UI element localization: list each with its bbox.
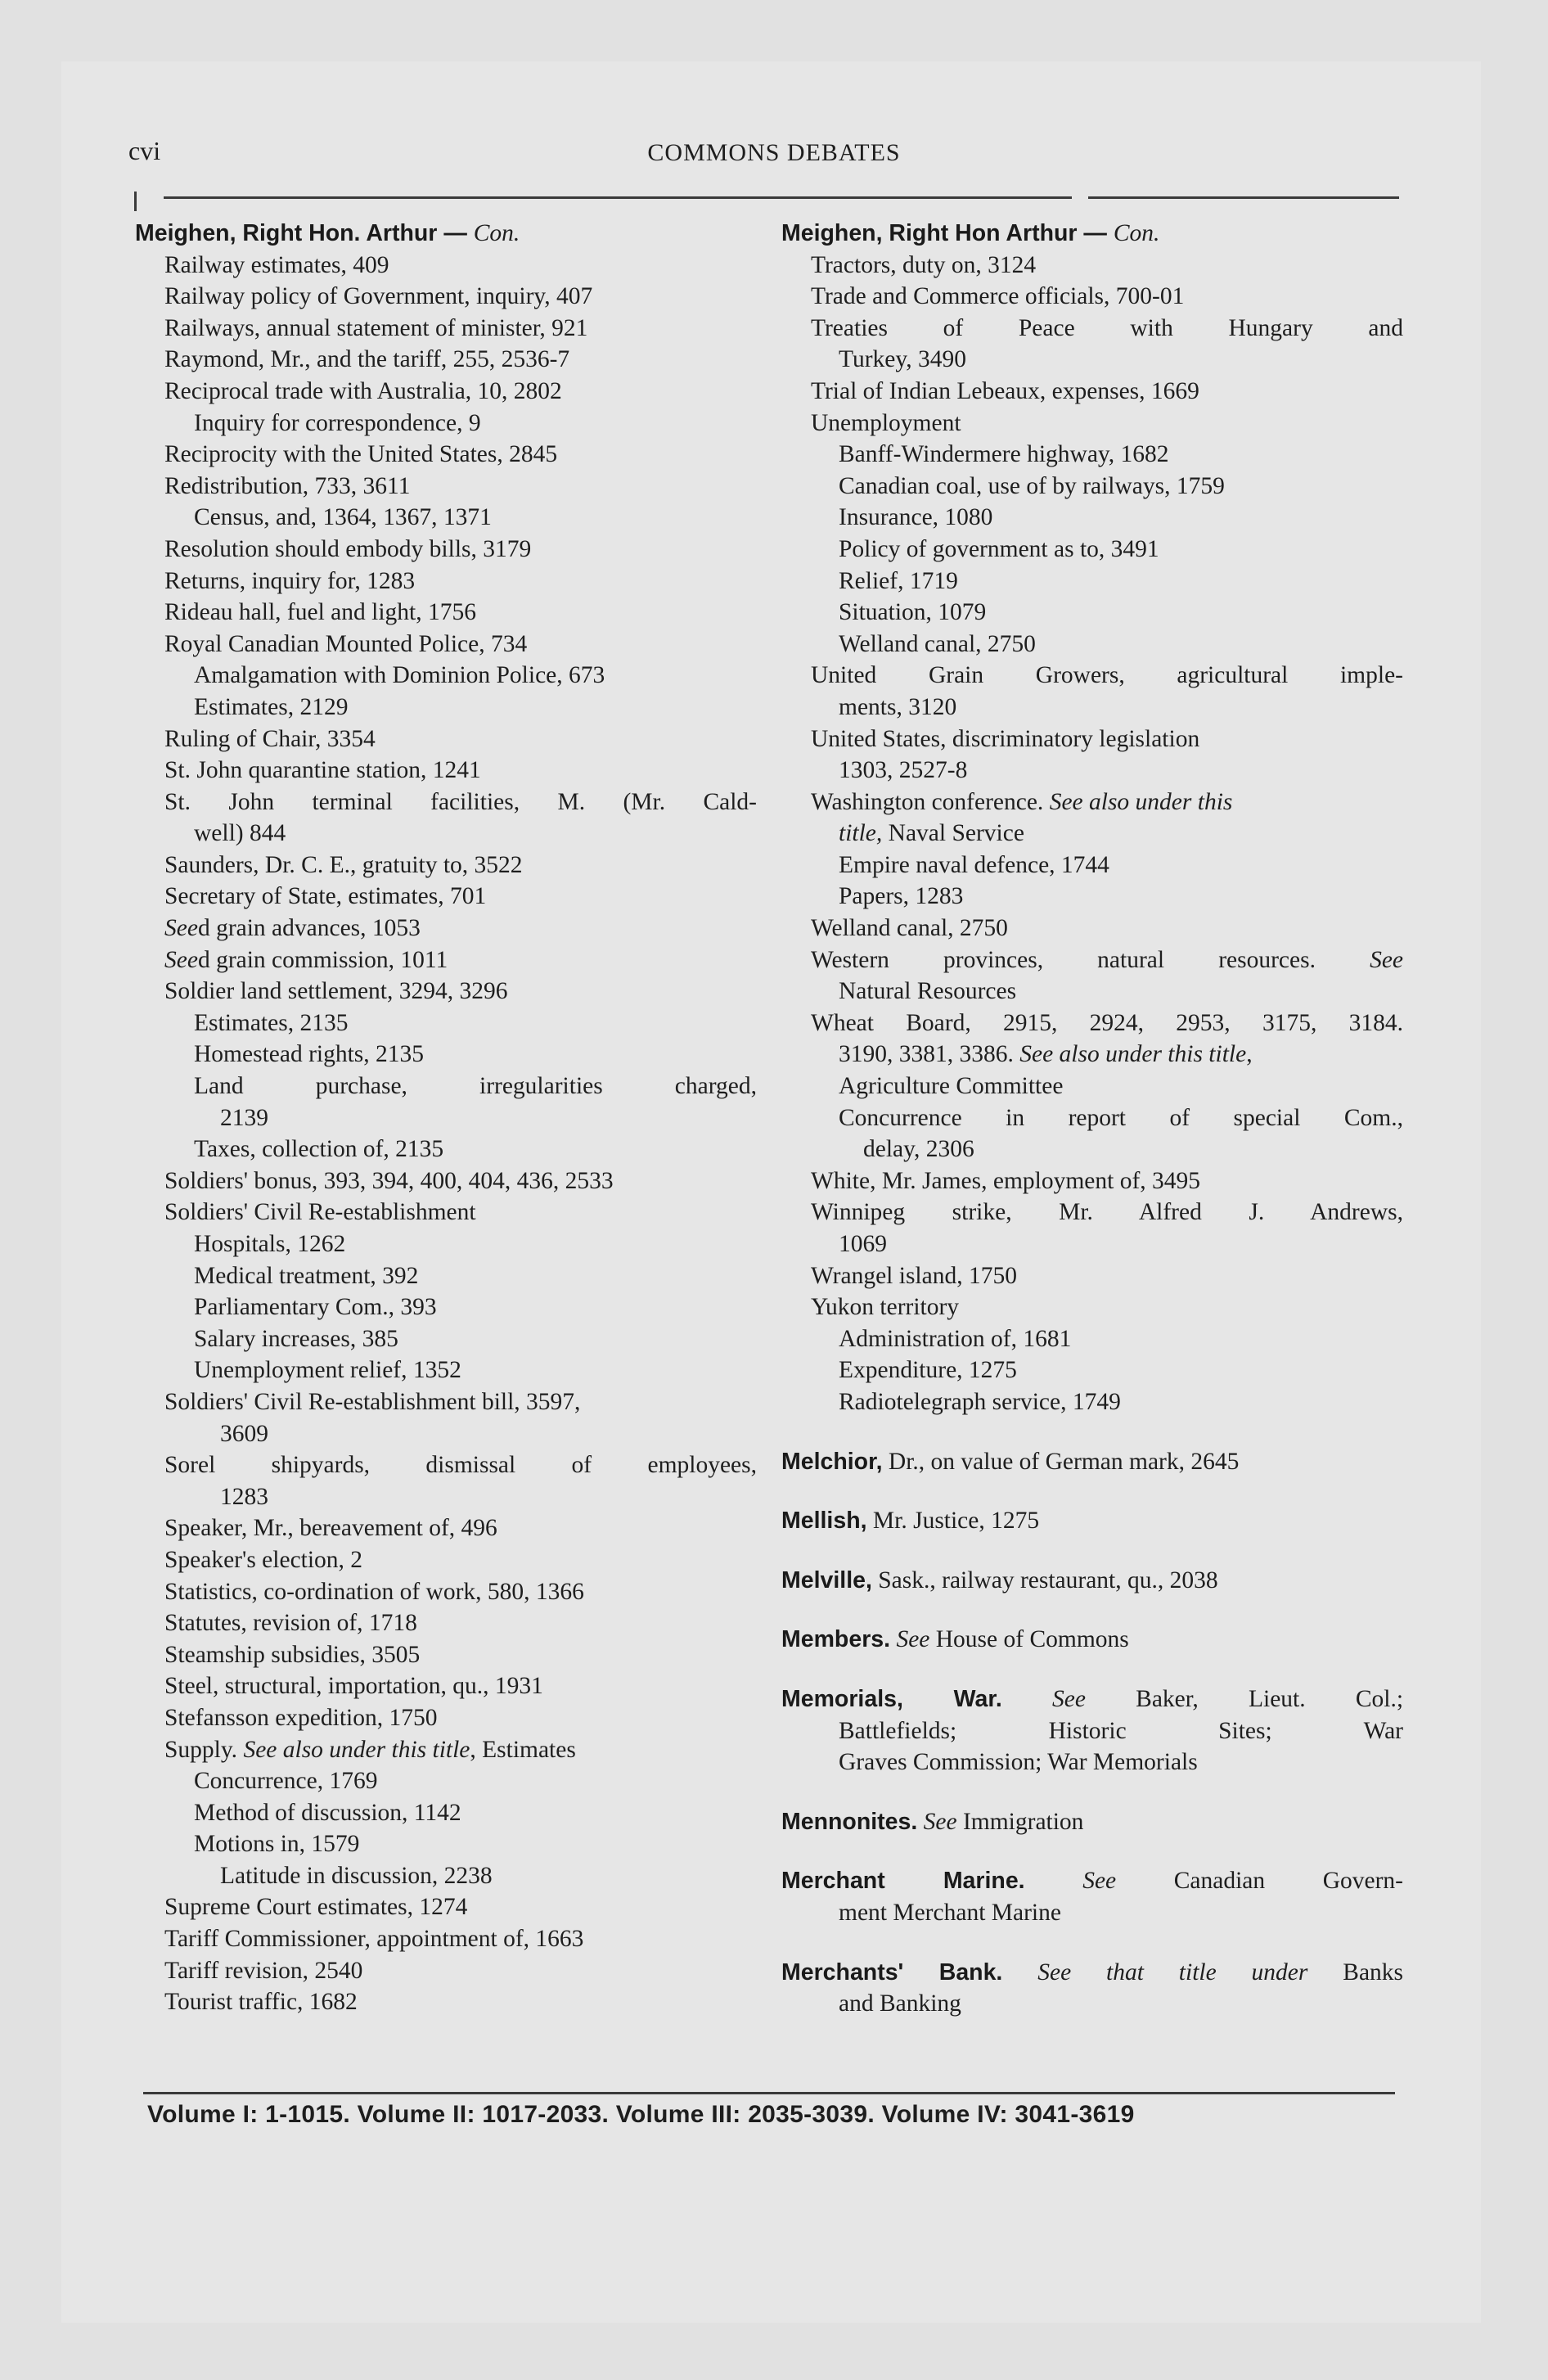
left_column-index-line: Medical treatment, 392 (194, 1262, 419, 1289)
left_column-index-line: Rideau hall, fuel and light, 1756 (164, 599, 476, 626)
right_column-index-line: Agriculture Committee (839, 1073, 1064, 1100)
left_column-index-line: St. John quarantine station, 1241 (164, 757, 481, 784)
left_column-index-line: Soldiers' Civil Re-establishment bill, 3597, (164, 1388, 581, 1415)
header-rule-right (1088, 196, 1399, 199)
right_column-index-line: Expenditure, 1275 (839, 1357, 1017, 1384)
right_column-index-line: Trade and Commerce officials, 700-01 (811, 283, 1185, 310)
left_column-index-line: Saunders, Dr. C. E., gratuity to, 3522 (164, 851, 523, 878)
left_column-index-line: Redistribution, 733, 3611 (164, 472, 411, 499)
index-entry (781, 1806, 1403, 1838)
entry-continuation: Battlefields; Historic Sites; War (839, 1717, 1403, 1744)
entry-headword: Members. (781, 1626, 891, 1653)
right_column-index-line: 1069 (839, 1231, 887, 1257)
left_column-index-line: Unemployment relief, 1352 (194, 1357, 461, 1384)
left_column-index-line: Statistics, co-ordination of work, 580, 1366 (164, 1578, 584, 1605)
entry-text: Mr. Justice, 1275 (866, 1508, 1040, 1535)
left_column-index-line: well) 844 (194, 820, 286, 847)
left_column-index-line: Stefansson expedition, 1750 (164, 1704, 438, 1731)
right_column-index-line: ments, 3120 (839, 693, 957, 720)
right_column-index-line: Wrangel island, 1750 (811, 1262, 1017, 1289)
index-entry (781, 1865, 1403, 1928)
entry-headword: Mennonites. (781, 1808, 918, 1835)
right_column-index-line: Yukon territory (811, 1294, 960, 1321)
left_column-index-line: Method of discussion, 1142 (194, 1799, 461, 1826)
left_column-index-line: Reciprocity with the United States, 2845 (164, 441, 558, 468)
left_column-index-line: Inquiry for correspondence, 9 (194, 409, 481, 436)
left_column-index-line: Returns, inquiry for, 1283 (164, 567, 416, 594)
right_column-index-line: Turkey, 3490 (839, 346, 966, 373)
right_column-index-line: Tractors, duty on, 3124 (811, 251, 1037, 278)
index-entry (781, 1505, 1403, 1537)
heading-continued: Con. (473, 220, 520, 246)
volume-footer: Volume I: 1-1015. Volume II: 1017-2033. Volume III: 2035-3039. Volume IV: 3041-3619 (147, 2101, 1135, 2128)
left_column-index-line: St. John terminal facilities, M. (Mr. Cald- (164, 788, 757, 815)
entry-text: Sask., railway restaurant, qu., 2038 (871, 1566, 1218, 1593)
right_column-index-line: Treaties of Peace with Hungary and (811, 314, 1403, 341)
right_column-index-line: Concurrence in report of special Com., (839, 1104, 1403, 1131)
right_column-index-line: United States, discriminatory legislation (811, 725, 1200, 752)
left_column-index-line: Resolution should embody bills, 3179 (164, 535, 532, 562)
left_column-index-line: Taxes, collection of, 2135 (194, 1136, 444, 1163)
entry-headword: Merchants' Bank. (781, 1959, 1003, 1986)
right_column-index-line: Wheat Board, 2915, 2924, 2953, 3175, 3184. (811, 1009, 1403, 1036)
right_column-index-line: Unemployment (811, 409, 961, 436)
left_column-index-line: Hospitals, 1262 (194, 1231, 346, 1257)
entry-continuation: ment Merchant Marine (839, 1899, 1061, 1926)
entry-headword: Merchant Marine. (781, 1868, 1025, 1895)
entry-headword: Mellish, (781, 1508, 867, 1535)
right_column-index-line: Banff-Windermere highway, 1682 (839, 441, 1169, 468)
left_column-index-line: Sorel shipyards, dismissal of employees, (164, 1452, 757, 1479)
index-heading: Meighen, Right Hon Arthur — Con. (781, 220, 1160, 246)
left_column-index-line: Tariff revision, 2540 (164, 1957, 363, 1984)
header-rule-left (164, 196, 1072, 199)
left_column-index-line: Amalgamation with Dominion Police, 673 (194, 662, 605, 689)
footer-rule (143, 2092, 1395, 2094)
left_column-index-line: Supply. See also under this title, Estimates (164, 1736, 576, 1763)
right_column-index-line: 1303, 2527-8 (839, 757, 968, 784)
right_column-index-line: Western provinces, natural resources. See (811, 946, 1403, 973)
left_column-index-line: Estimates, 2135 (194, 1009, 349, 1036)
right_column-index-line: Insurance, 1080 (839, 504, 993, 531)
index-entry (781, 1565, 1403, 1597)
left_column-index-line: Salary increases, 385 (194, 1325, 398, 1352)
entry-text: Dr., on value of German mark, 2645 (882, 1448, 1240, 1475)
right_column-index-line: title, Naval Service (839, 820, 1024, 847)
right_column-index-line: White, Mr. James, employment of, 3495 (811, 1167, 1201, 1194)
left_column-index-line: Latitude in discussion, 2238 (220, 1862, 493, 1889)
left_column-index-line: Speaker, Mr., bereavement of, 496 (164, 1515, 497, 1542)
left_column-index-line: Tourist traffic, 1682 (164, 1989, 358, 2016)
entry-headword: Melchior, (781, 1448, 883, 1475)
left_column-index-line: Raymond, Mr., and the tariff, 255, 2536-7 (164, 346, 570, 373)
left_column-index-line: Statutes, revision of, 1718 (164, 1610, 417, 1637)
right_column-index-line: Welland canal, 2750 (839, 630, 1036, 657)
left_column-index-line: Tariff Commissioner, appointment of, 1663 (164, 1926, 584, 1953)
right_column-index-line: Washington conference. See also under this (811, 788, 1233, 815)
entry-continuation: Graves Commission; War Memorials (839, 1749, 1198, 1776)
right_column-index-line: Trial of Indian Lebeaux, expenses, 1669 (811, 377, 1199, 404)
left_column-index-line: Steel, structural, importation, qu., 1931 (164, 1673, 543, 1700)
left-column (135, 218, 757, 2018)
rule-mark (134, 192, 137, 211)
right-entries (781, 250, 1403, 1418)
entry-text: See Canadian Govern- (1082, 1868, 1404, 1895)
left_column-index-line: Concurrence, 1769 (194, 1768, 378, 1795)
left_column-index-line: Ruling of Chair, 3354 (164, 725, 376, 752)
right_column-index-line: Situation, 1079 (839, 599, 987, 626)
heading-name: Meighen, Right Hon Arthur (781, 220, 1078, 246)
right_column-index-line: Policy of government as to, 3491 (839, 535, 1159, 562)
left_column-index-line: Soldiers' bonus, 393, 394, 400, 404, 436, 2533 (164, 1167, 614, 1194)
right_column-index-line: delay, 2306 (863, 1136, 974, 1163)
left_column-index-line: Seed grain advances, 1053 (164, 915, 421, 942)
left_column-index-line: Steamship subsidies, 3505 (164, 1641, 421, 1668)
index-entry (781, 1684, 1403, 1778)
running-title: COMMONS DEBATES (647, 139, 901, 166)
right_column-index-line: Natural Resources (839, 978, 1017, 1005)
left_column-index-line: 1283 (220, 1483, 268, 1510)
left_column-index-line: Secretary of State, estimates, 701 (164, 883, 487, 910)
left_column-index-line: Royal Canadian Mounted Police, 734 (164, 630, 528, 657)
left_column-index-line: Motions in, 1579 (194, 1831, 360, 1858)
right_column-index-line: United Grain Growers, agricultural imple- (811, 662, 1403, 689)
right-headword-entries (781, 1446, 1403, 2020)
heading-name: Meighen, Right Hon. Arthur (135, 220, 438, 246)
left_column-index-line: Railways, annual statement of minister, 921 (164, 314, 588, 341)
right_column-index-line: Winnipeg strike, Mr. Alfred J. Andrews, (811, 1199, 1403, 1226)
right_column-index-line: Relief, 1719 (839, 567, 958, 594)
right_column-index-line: Papers, 1283 (839, 883, 964, 910)
page-number: cvi (128, 136, 161, 165)
heading-continued: Con. (1113, 220, 1160, 246)
right_column-index-line: Radiotelegraph service, 1749 (839, 1388, 1121, 1415)
left_column-index-line: Supreme Court estimates, 1274 (164, 1894, 468, 1921)
entry-headword: Melville, (781, 1566, 872, 1593)
left_column-index-line: 3609 (220, 1420, 268, 1447)
left_column-index-line: Soldier land settlement, 3294, 3296 (164, 978, 508, 1005)
entry-continuation: and Banking (839, 1990, 961, 2017)
left_column-index-line: Census, and, 1364, 1367, 1371 (194, 504, 492, 531)
entry-text: See Immigration (923, 1808, 1084, 1835)
left_column-index-line: Speaker's election, 2 (164, 1546, 363, 1573)
right-column (781, 218, 1403, 2020)
right_column-index-line: Administration of, 1681 (839, 1325, 1072, 1352)
right_column-index-line: 3190, 3381, 3386. See also under this title, (839, 1041, 1253, 1068)
left_column-index-line: Homestead rights, 2135 (194, 1041, 425, 1068)
left_column-index-line: Land purchase, irregularities charged, (194, 1073, 757, 1100)
entry-text: See House of Commons (896, 1626, 1129, 1653)
left_column-index-line: 2139 (220, 1104, 268, 1131)
left-entries (135, 250, 757, 2018)
right_column-index-line: Canadian coal, use of by railways, 1759 (839, 472, 1225, 499)
left_column-index-line: Seed grain commission, 1011 (164, 946, 448, 973)
left_column-index-line: Soldiers' Civil Re-establishment (164, 1199, 476, 1226)
left_column-index-line: Parliamentary Com., 393 (194, 1294, 437, 1321)
index-entry (781, 1624, 1403, 1656)
right_column-index-line: Empire naval defence, 1744 (839, 851, 1109, 878)
right_column-index-line: Welland canal, 2750 (811, 915, 1008, 942)
left_column-index-line: Estimates, 2129 (194, 693, 349, 720)
left_column-index-line: Reciprocal trade with Australia, 10, 2802 (164, 377, 562, 404)
left_column-index-line: Railway estimates, 409 (164, 251, 389, 278)
index-heading: Meighen, Right Hon. Arthur — Con. (135, 220, 520, 246)
entry-text: See Baker, Lieut. Col.; (1052, 1685, 1404, 1712)
entry-text: See that title under Banks (1037, 1959, 1404, 1986)
entry-headword: Memorials, War. (781, 1685, 1002, 1712)
index-entry (781, 1957, 1403, 2020)
left_column-index-line: Railway policy of Government, inquiry, 407 (164, 283, 593, 310)
index-entry (781, 1446, 1403, 1478)
